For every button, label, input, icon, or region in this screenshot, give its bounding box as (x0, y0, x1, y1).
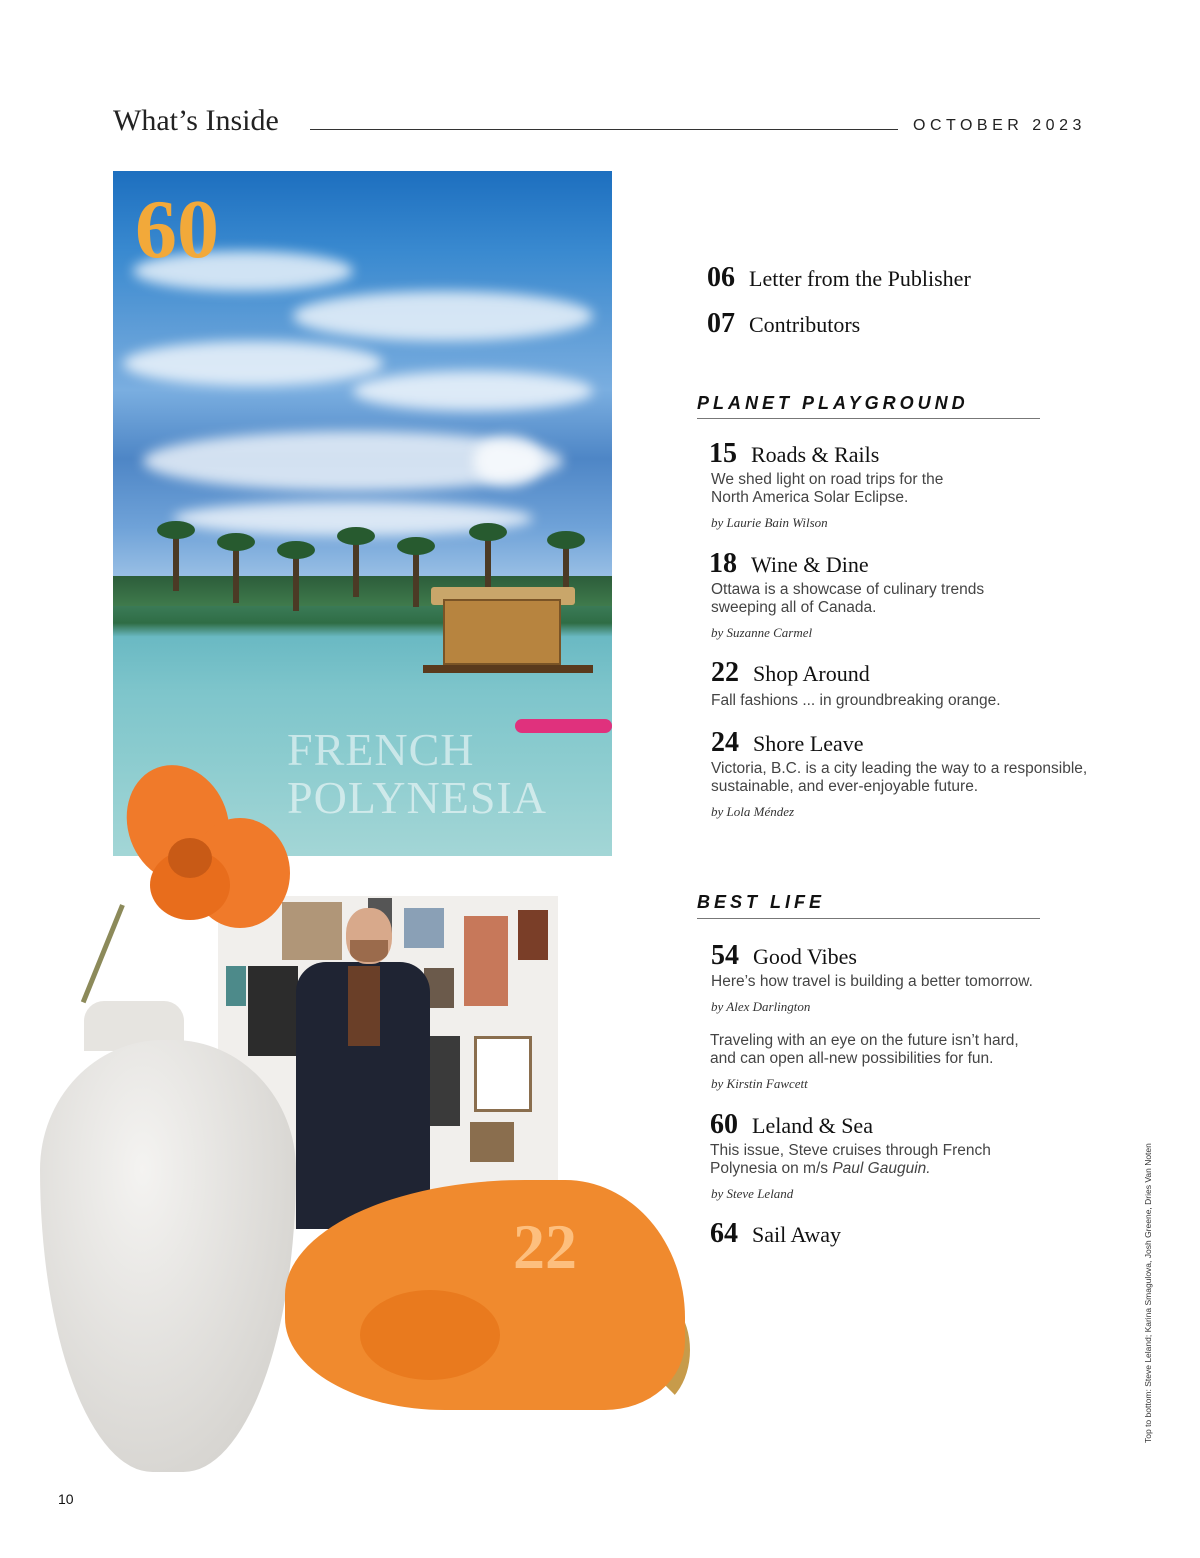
toc-entry[interactable] (711, 657, 870, 689)
toc-title: Wine & Dine (751, 552, 869, 577)
toc-title: Sail Away (752, 1222, 842, 1247)
toc-page-number: 24 (711, 727, 739, 758)
issue-date: OCTOBER 2023 (913, 117, 1086, 134)
toc-title: Letter from the Publisher (749, 266, 971, 291)
photo-page-number: 60 (135, 183, 219, 276)
toc-page-number: 64 (710, 1218, 738, 1249)
toc-entry[interactable] (710, 1109, 873, 1141)
flower-center (168, 838, 212, 878)
toc-byline: by Steve Leland (711, 1186, 794, 1201)
toc-title: Contributors (749, 312, 861, 337)
toc-byline: by Laurie Bain Wilson (711, 515, 828, 530)
french-polynesia-photo (113, 171, 612, 856)
toc-description: This issue, Steve cruises through French Polynesia on m/s Paul Gauguin. (710, 1142, 991, 1177)
toc-byline: by Kirstin Fawcett (711, 1076, 808, 1091)
toc-byline: by Suzanne Carmel (711, 625, 813, 640)
toc-description: Fall fashions ... in groundbreaking orange. (711, 692, 1001, 709)
flower-stem (81, 904, 125, 1003)
toc-description: We shed light on road trips for the North America Solar Eclipse. (711, 471, 944, 506)
toc-page-number: 60 (710, 1109, 738, 1140)
toc-page-number: 18 (709, 548, 737, 579)
toc-page-number: 06 (707, 262, 735, 293)
toc-entry[interactable] (709, 548, 869, 580)
toc-page-number: 15 (709, 438, 737, 469)
toc-description[interactable]: Traveling with an eye on the future isn’t hard, and can open all-new possibilities for fun. (710, 1032, 1019, 1067)
toc-title: Roads & Rails (751, 442, 880, 467)
shoe-page-number: 22 (513, 1211, 577, 1282)
toc-byline: by Alex Darlington (711, 999, 811, 1014)
header-divider (310, 129, 898, 130)
toc-page-number: 54 (711, 940, 739, 971)
toc-description: Victoria, B.C. is a city leading the way to a responsible, sustainable, and ever-enjoyable future. (711, 760, 1088, 795)
toc-title: Leland & Sea (752, 1113, 873, 1138)
toc-page-number: 22 (711, 657, 739, 688)
toc-title: Shore Leave (753, 731, 864, 756)
toc-description: Ottawa is a showcase of culinary trends sweeping all of Canada. (711, 581, 985, 616)
toc-description: Here’s how travel is building a better tomorrow. (711, 973, 1033, 990)
toc-entry[interactable] (707, 308, 860, 340)
section-heading: BEST LIFE (697, 892, 826, 912)
photo-caption: FRENCH POLYNESIA (287, 724, 547, 823)
section-divider (697, 918, 1040, 919)
toc-entry[interactable] (711, 727, 864, 759)
vase (40, 1040, 296, 1472)
toc-entry[interactable] (709, 438, 879, 470)
toc-byline: by Lola Méndez (711, 804, 795, 819)
toc-page-number: 07 (707, 308, 735, 339)
photo-credit: Top to bottom: Steve Leland; Karina Smagulova, Josh Greene, Dries Van Noten (1143, 1143, 1153, 1443)
toc-title: Shop Around (753, 661, 870, 686)
toc-entry[interactable] (707, 262, 971, 294)
section-divider (697, 418, 1040, 419)
toc-entry[interactable] (711, 940, 857, 972)
toc-entry[interactable] (710, 1218, 841, 1250)
page-number: 10 (58, 1491, 74, 1507)
toc-title: Good Vibes (753, 944, 857, 969)
page-title: What’s Inside (113, 104, 279, 137)
shoe-opening (360, 1290, 500, 1380)
section-heading: PLANET PLAYGROUND (697, 393, 969, 413)
